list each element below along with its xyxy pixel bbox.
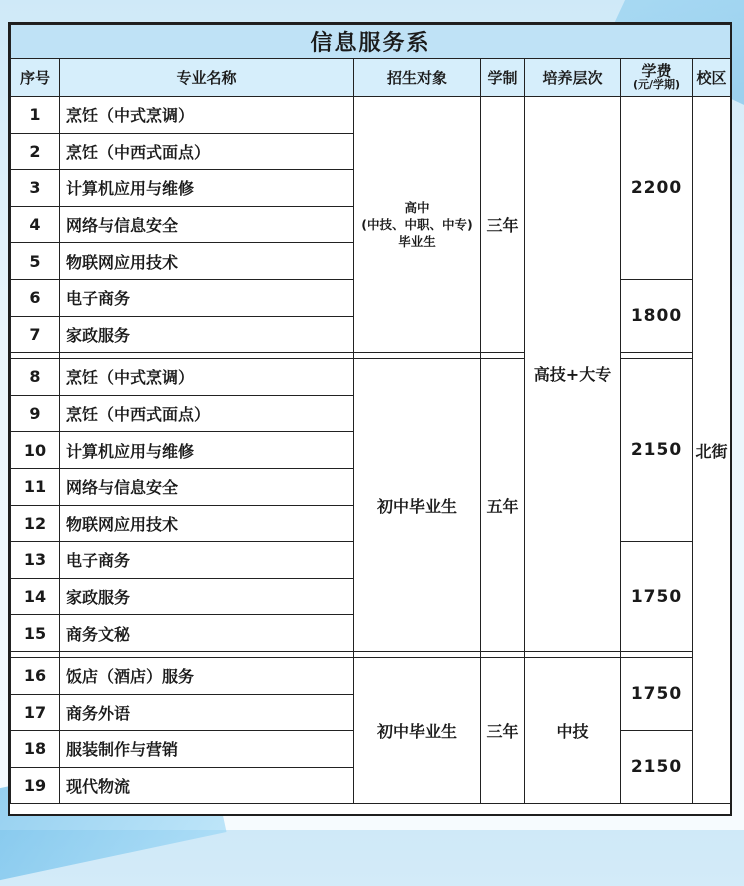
years-cell-group2: 五年 — [481, 359, 525, 652]
row-major: 服装制作与营销 — [60, 731, 354, 768]
row-no: 1 — [11, 97, 60, 134]
row-no: 4 — [11, 206, 60, 243]
row-major: 计算机应用与维修 — [60, 170, 354, 207]
row-no: 3 — [11, 170, 60, 207]
row-no: 9 — [11, 395, 60, 432]
table-row — [11, 97, 731, 134]
department-title: 信息服务系 — [11, 25, 731, 59]
row-no: 19 — [11, 767, 60, 804]
header-major: 专业名称 — [60, 59, 354, 97]
table-row — [11, 657, 731, 694]
row-no: 18 — [11, 731, 60, 768]
target-cell-group2: 初中毕业生 — [354, 359, 481, 652]
header-level: 培养层次 — [525, 59, 621, 97]
row-no: 11 — [11, 468, 60, 505]
target-line: 高中 — [404, 200, 430, 216]
years-cell-group3: 三年 — [481, 657, 525, 803]
fee-cell: 2150 — [621, 359, 693, 542]
row-major: 家政服务 — [60, 578, 354, 615]
row-no: 2 — [11, 133, 60, 170]
row-no: 13 — [11, 542, 60, 579]
row-no: 17 — [11, 694, 60, 731]
row-major: 电子商务 — [60, 279, 354, 316]
row-major: 网络与信息安全 — [60, 468, 354, 505]
fee-cell: 2200 — [621, 97, 693, 280]
row-major: 物联网应用技术 — [60, 505, 354, 542]
header-target: 招生对象 — [354, 59, 481, 97]
row-major: 网络与信息安全 — [60, 206, 354, 243]
row-major: 商务文秘 — [60, 615, 354, 652]
row-no: 10 — [11, 432, 60, 469]
row-major: 物联网应用技术 — [60, 243, 354, 280]
row-no: 15 — [11, 615, 60, 652]
enrollment-table — [10, 24, 731, 804]
header-fee — [621, 59, 693, 97]
target-line: (中技、中职、中专) — [361, 217, 473, 233]
header-fee-label: 学费 — [641, 61, 672, 80]
row-major: 计算机应用与维修 — [60, 432, 354, 469]
row-no: 12 — [11, 505, 60, 542]
header-campus: 校区 — [693, 59, 731, 97]
fee-cell: 1800 — [621, 279, 693, 352]
row-no: 14 — [11, 578, 60, 615]
row-major: 烹饪（中式烹调） — [60, 97, 354, 134]
table-row — [11, 359, 731, 396]
header-no: 序号 — [11, 59, 60, 97]
enrollment-table-sheet — [8, 22, 732, 816]
row-major: 饭店（酒店）服务 — [60, 657, 354, 694]
row-major: 烹饪（中西式面点） — [60, 133, 354, 170]
header-fee-unit: (元/学期) — [632, 77, 681, 91]
target-cell-group1 — [354, 97, 481, 353]
years-cell-group1: 三年 — [481, 97, 525, 353]
level-cell-group3: 中技 — [525, 657, 621, 803]
row-major: 烹饪（中西式面点） — [60, 395, 354, 432]
header-years: 学制 — [481, 59, 525, 97]
level-cell-shared: 高技+大专 — [525, 97, 621, 652]
fee-cell: 1750 — [621, 657, 693, 730]
fee-cell: 1750 — [621, 542, 693, 652]
row-no: 7 — [11, 316, 60, 353]
header-row — [11, 59, 731, 97]
row-major: 现代物流 — [60, 767, 354, 804]
row-no: 16 — [11, 657, 60, 694]
row-major: 家政服务 — [60, 316, 354, 353]
row-major: 电子商务 — [60, 542, 354, 579]
campus-cell: 北街 — [693, 97, 731, 804]
row-major: 商务外语 — [60, 694, 354, 731]
row-no: 6 — [11, 279, 60, 316]
target-line: 毕业生 — [398, 234, 436, 250]
fee-cell: 2150 — [621, 731, 693, 804]
row-no: 8 — [11, 359, 60, 396]
row-no: 5 — [11, 243, 60, 280]
target-cell-group3: 初中毕业生 — [354, 657, 481, 803]
row-major: 烹饪（中式烹调） — [60, 359, 354, 396]
